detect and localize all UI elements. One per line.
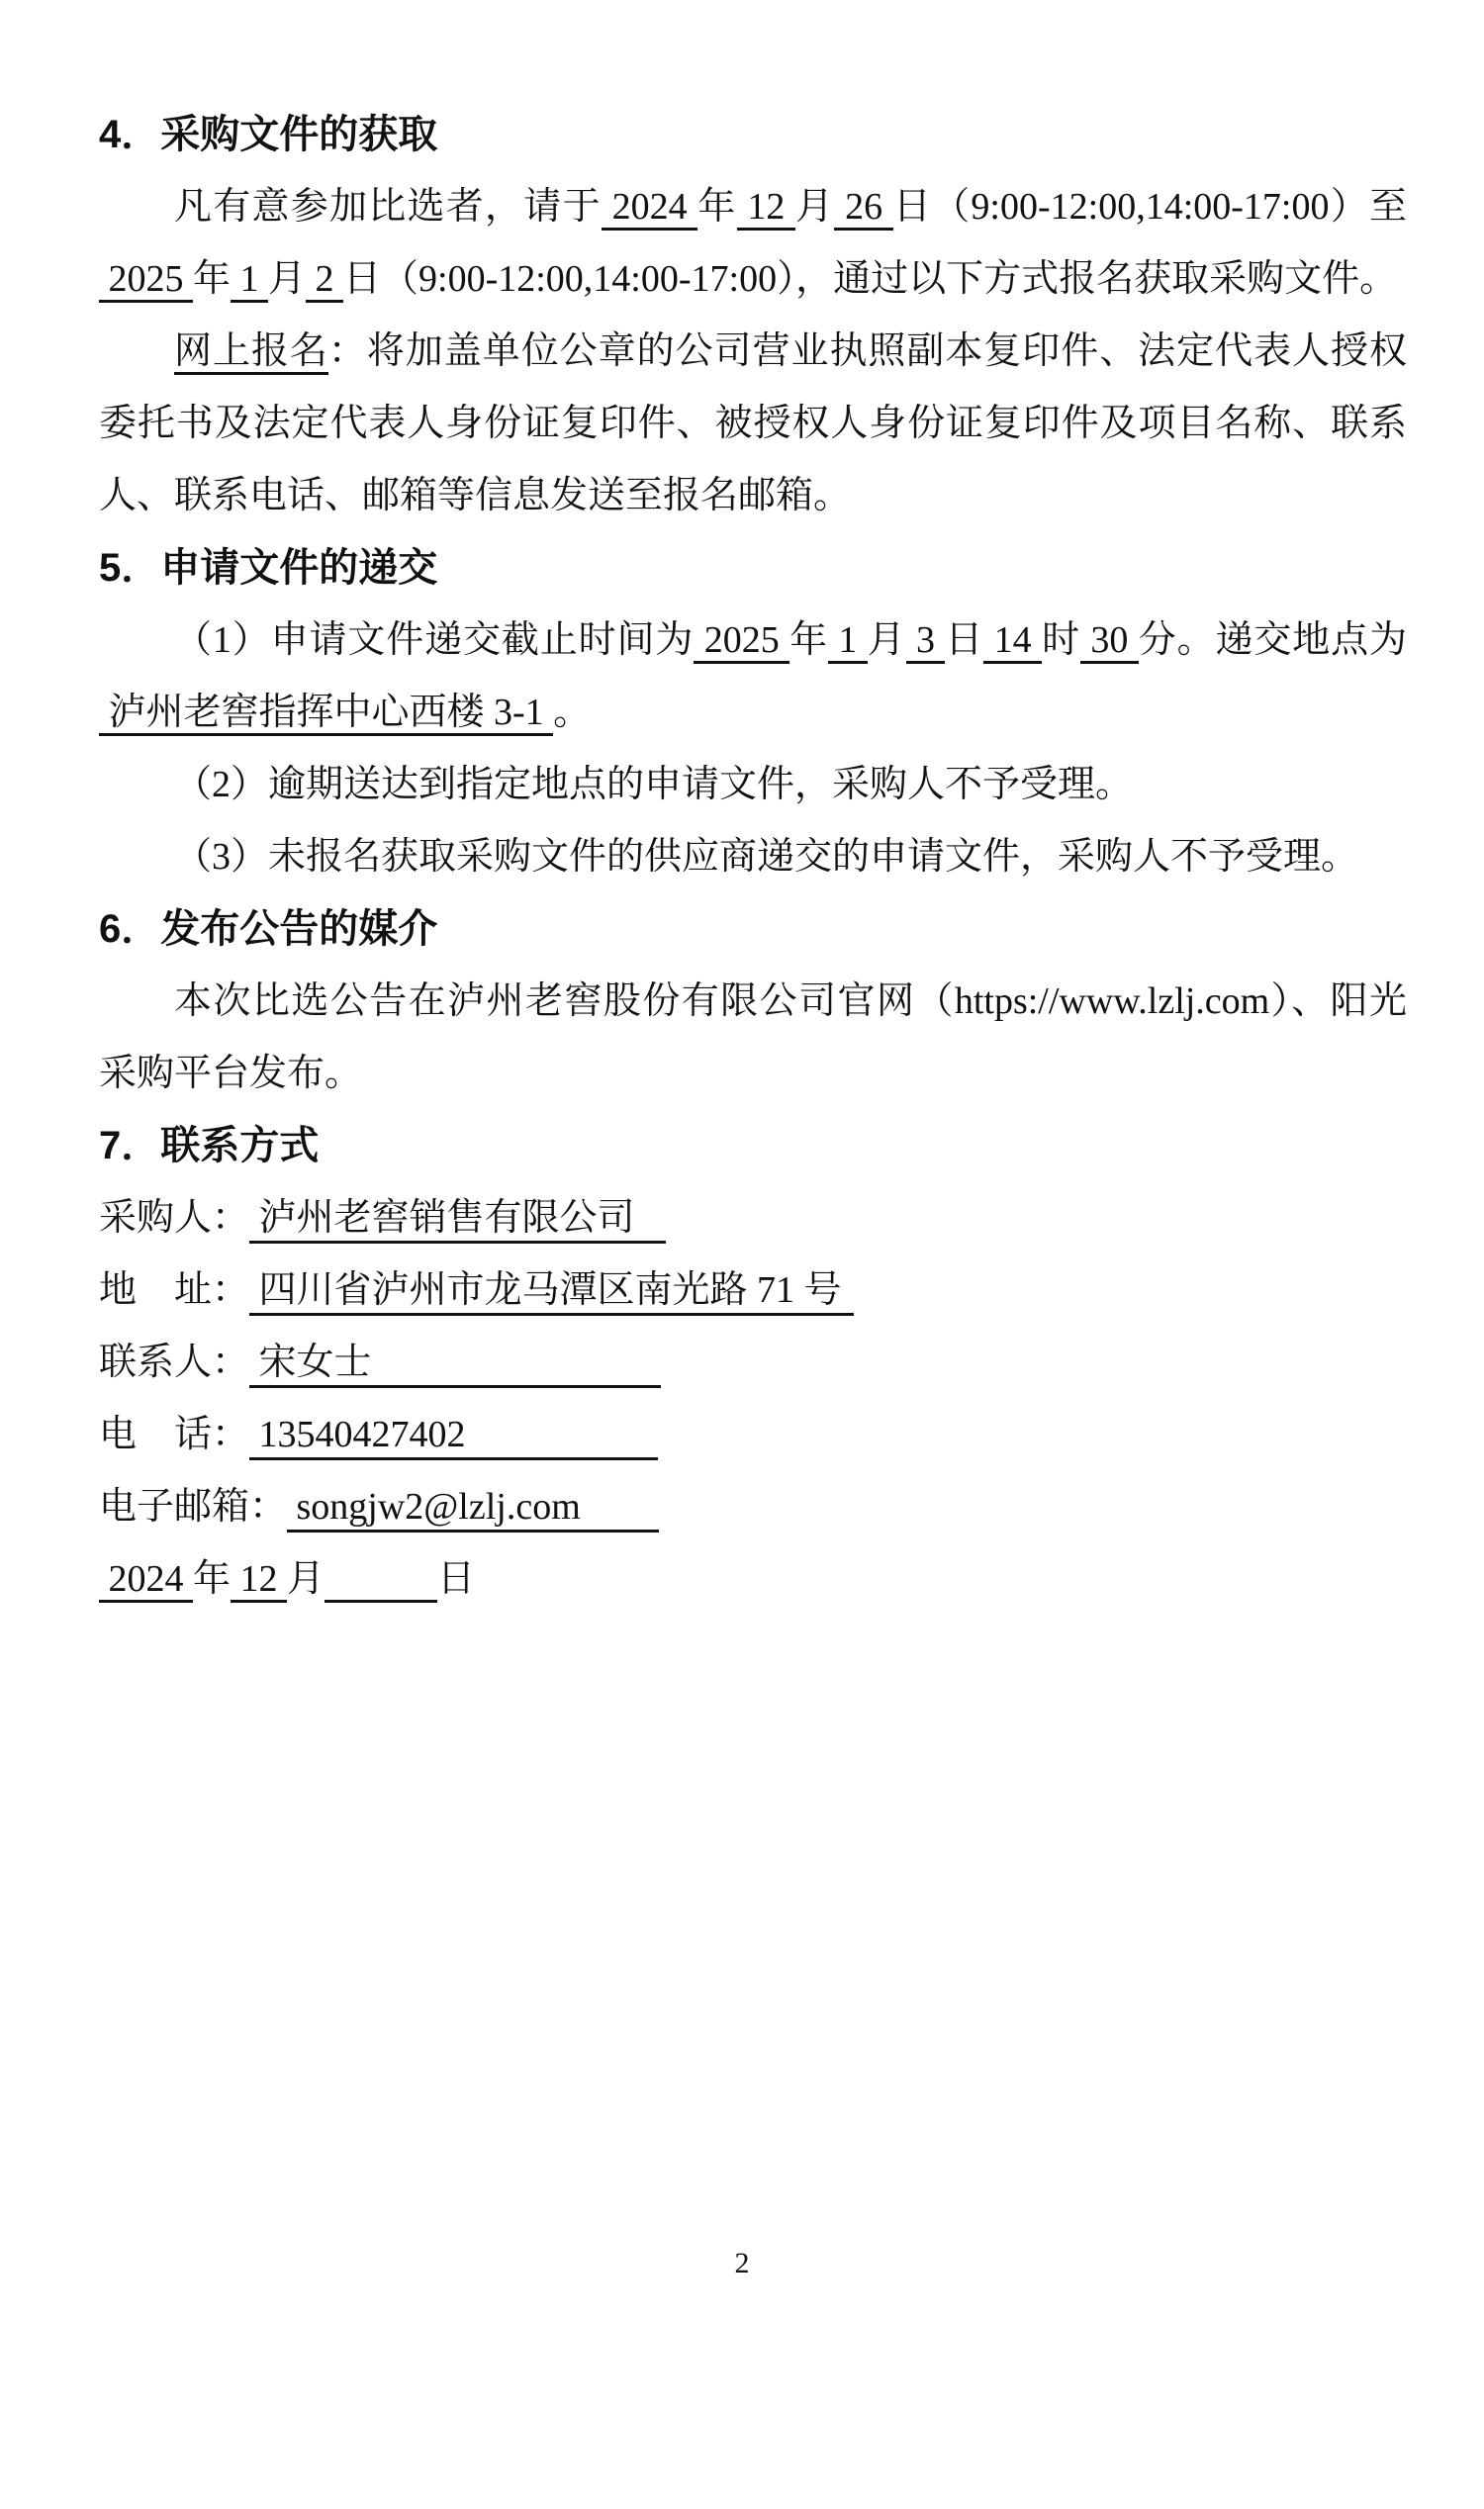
text-run: 日（9:00-12:00,14:00-17:00），通过以下方式报名获取采购文件。: [343, 258, 1398, 300]
text-run: 日: [437, 1558, 476, 1600]
contact-label-address: 地 址：: [99, 1269, 250, 1311]
filled-blank: 2025: [694, 619, 789, 664]
contact-row-phone: [99, 1399, 1407, 1471]
text-run: 凡有意参加比选者，请于: [174, 186, 602, 228]
paragraph-late-submission: [99, 749, 1407, 821]
filled-blank: [325, 1558, 437, 1603]
text-run: 年: [697, 186, 737, 228]
contact-value-contact-person: 宋女士: [249, 1340, 661, 1388]
paragraph-announcement-media: [99, 966, 1407, 1110]
text-run: 月: [268, 258, 307, 300]
contact-row-contact-person: [99, 1327, 1407, 1399]
filled-blank: 2024: [99, 1558, 193, 1603]
filled-blank: 2: [306, 258, 343, 303]
paragraph-submission-deadline: [99, 604, 1407, 749]
text-run: 月: [287, 1558, 325, 1600]
contact-value-purchaser: 泸州老窖销售有限公司: [249, 1195, 666, 1244]
section-6-heading: 6．发布公告的媒介: [99, 907, 438, 951]
filled-blank: 26: [834, 186, 893, 231]
text-run: 日（9:00-12:00,14:00-17:00）至: [892, 186, 1407, 228]
section-7-heading: 7．联系方式: [99, 1124, 320, 1167]
contact-row-address: [99, 1254, 1407, 1327]
text-run: 本次比选公告在泸州老窖股份有限公司官网（https://www.lzlj.com）、阳光采购平台发布。: [99, 980, 1407, 1094]
filled-blank: 网上报名: [174, 330, 328, 375]
text-run: 年: [193, 1558, 232, 1600]
section-4-heading: 4．采购文件的获取: [99, 113, 438, 156]
paragraph-unregistered-supplier: [99, 821, 1407, 893]
page-number: 2: [734, 2247, 750, 2279]
text-run: （1）申请文件递交截止时间为: [174, 619, 695, 661]
text-run: 时: [1042, 619, 1080, 661]
text-run: ：将加盖单位公章的公司营业执照副本复印件、法定代表人授权委托书及法定代表人身份证复印件、被授权人身份证复印件及项目名称、联系人、联系电话、邮箱等信息发送至报名邮箱。: [99, 330, 1407, 516]
filled-blank: 2025: [99, 258, 193, 303]
text-run: 年: [193, 258, 232, 300]
filled-blank: 泸州老窖指挥中心西楼 3-1: [99, 692, 553, 736]
contact-label-email: 电子邮箱：: [99, 1486, 288, 1528]
text-run: 。: [553, 692, 592, 733]
contact-value-email: songjw2@lzlj.com: [287, 1484, 659, 1533]
contact-label-purchaser: 采购人：: [99, 1197, 250, 1239]
signature-date-line: [99, 1543, 1407, 1616]
text-run: 月: [867, 619, 906, 661]
filled-blank: 12: [737, 186, 796, 231]
filled-blank: 30: [1080, 619, 1139, 664]
paragraph-online-registration: [99, 316, 1407, 532]
filled-blank: 14: [983, 619, 1042, 664]
text-run: （2）逾期送达到指定地点的申请文件，采购人不予受理。: [174, 764, 1134, 805]
text-run: 日: [945, 619, 984, 661]
text-run: （3）未报名获取采购文件的供应商递交的申请文件，采购人不予受理。: [174, 836, 1359, 878]
section-5-heading: 5．申请文件的递交: [99, 546, 438, 590]
text-run: 年: [789, 619, 828, 661]
contact-label-contact-person: 联系人：: [99, 1342, 250, 1383]
filled-blank: 12: [231, 1558, 287, 1603]
filled-blank: 1: [828, 619, 868, 664]
filled-blank: 2024: [602, 186, 698, 231]
text-run: 分。递交地点为: [1138, 619, 1407, 661]
filled-blank: 3: [906, 619, 946, 664]
document-content: [99, 99, 1407, 1616]
text-run: 月: [795, 186, 835, 228]
contact-row-email: [99, 1471, 1407, 1543]
contact-value-phone: 13540427402: [249, 1412, 658, 1460]
filled-blank: 1: [231, 258, 268, 303]
contact-label-phone: 电 话：: [99, 1414, 250, 1455]
contact-value-address: 四川省泸州市龙马潭区南光路 71 号: [249, 1267, 854, 1316]
paragraph-registration-period: [99, 171, 1407, 316]
contact-row-purchaser: [99, 1182, 1407, 1254]
